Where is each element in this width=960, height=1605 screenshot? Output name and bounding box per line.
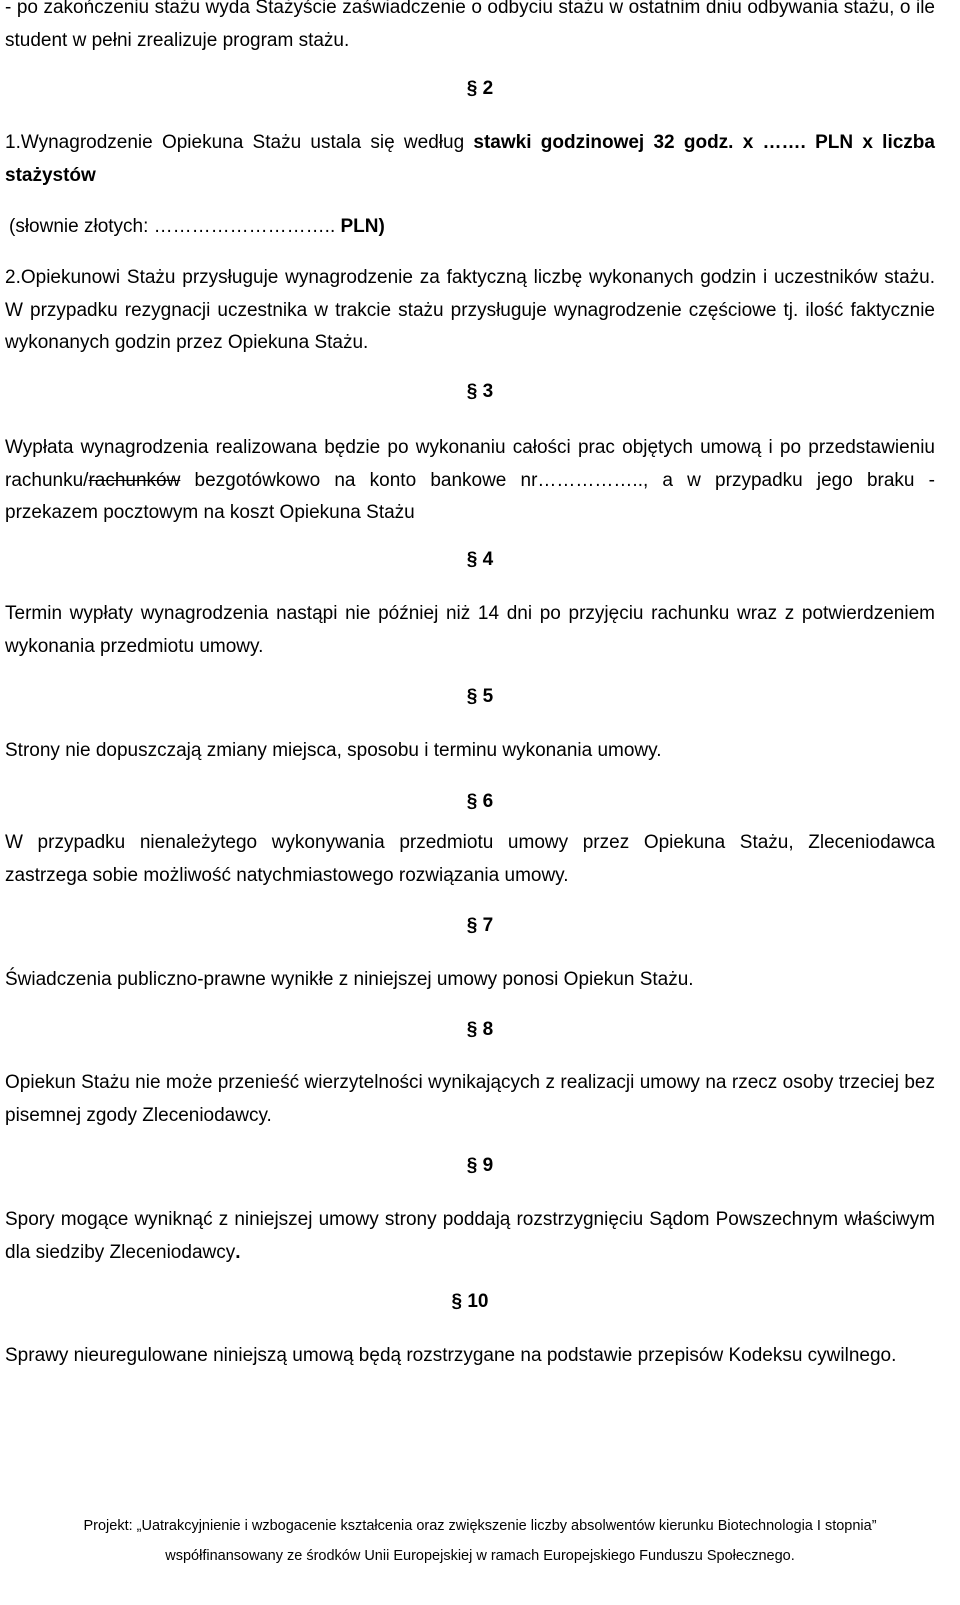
section-7-text: Świadczenia publiczno-prawne wynikłe z niniejszej umowy ponosi Opiekun Stażu. (5, 969, 694, 990)
section-9-text-a: Spory mogące wyniknąć z niniejszej umowy strony poddają rozstrzygnięciu Sądom Powszechnym właściwym dla siedziby Zleceniodawcy (5, 1209, 935, 1263)
section-5-heading: § 5 (466, 686, 494, 707)
section-3-text-b: bezgotówkowo na konto bankowe nr…………….., a w przypadku jego braku - przekazem pocztowym na koszt Opiekuna Stażu (5, 469, 935, 523)
section-9-period: . (235, 1241, 241, 1263)
footer-project-line: Projekt: „Uatrakcyjnienie i wzbogacenie kształcenia oraz zwiększenie liczby absolwentów kierunku Biotechnologia I stopnia” (83, 1518, 877, 1534)
section-3-text-a: Wypłata wynagrodzenia realizowana będzie po wykonaniu całości prac objętych umową i po przedstawieniu rachunku/ (5, 437, 935, 491)
section-2-heading: § 2 (466, 78, 494, 99)
footer-funding-line: współfinansowany ze środków Unii Europejskiej w ramach Europejskiego Funduszu Społecznego. (165, 1548, 795, 1564)
amount-words-label: (słownie złotych: ……………………….. (9, 216, 341, 237)
section-2-point-1 (5, 126, 935, 192)
point-1-text: 1.Wynagrodzenie Opiekuna Stażu ustala się według (5, 132, 474, 153)
section-9-heading: § 9 (466, 1155, 494, 1176)
section-8-heading: § 8 (466, 1019, 494, 1040)
section-10-heading: § 10 (451, 1291, 489, 1312)
top-paragraph: - po zakończeniu stażu wyda Stażyście zaświadczenie o odbyciu stażu w ostatnim dniu odbywania stażu, o ile student w pełni zrealizuje program stażu. (5, 0, 935, 51)
struck-word: rachunków (88, 469, 181, 491)
section-6-text: W przypadku nienależytego wykonywania przedmiotu umowy przez Opiekuna Stażu, Zleceniodawca zastrzega sobie możliwość natychmiastowego rozwiązania umowy. (5, 832, 935, 886)
section-3-text (5, 432, 935, 530)
section-8-text: Opiekun Stażu nie może przenieść wierzytelności wynikających z realizacji umowy na rzecz osoby trzeciej bez pisemnej zgody Zleceniodawcy. (5, 1072, 935, 1126)
section-2-point-2: 2.Opiekunowi Stażu przysługuje wynagrodzenie za faktyczną liczbę wykonanych godzin i uczestników stażu. W przypadku rezygnacji uczestnika w trakcie stażu przysługuje wynagrodzenie częściowe tj. ilość faktycznie wykonanych godzin przez Opiekuna Stażu. (5, 267, 935, 353)
section-3-heading: § 3 (466, 381, 494, 402)
section-4-text: Termin wypłaty wynagrodzenia nastąpi nie później niż 14 dni po przyjęciu rachunku wraz z potwierdzeniem wykonania przedmiotu umowy. (5, 603, 935, 657)
amount-currency: PLN) (340, 216, 385, 237)
section-5-text: Strony nie dopuszczają zmiany miejsca, sposobu i terminu wykonania umowy. (5, 740, 662, 761)
section-10-text: Sprawy nieuregulowane niniejszą umową będą rozstrzygane na podstawie przepisów Kodeksu cywilnego. (5, 1345, 897, 1366)
section-6-heading: § 6 (466, 791, 494, 812)
section-9-text (5, 1204, 935, 1269)
section-2-amount-words (9, 210, 939, 243)
section-4-heading: § 4 (466, 549, 494, 570)
point-1-rate: stawki godzinowej 32 godz. x ……. PLN x liczba stażystów (5, 132, 935, 186)
section-7-heading: § 7 (466, 915, 494, 936)
